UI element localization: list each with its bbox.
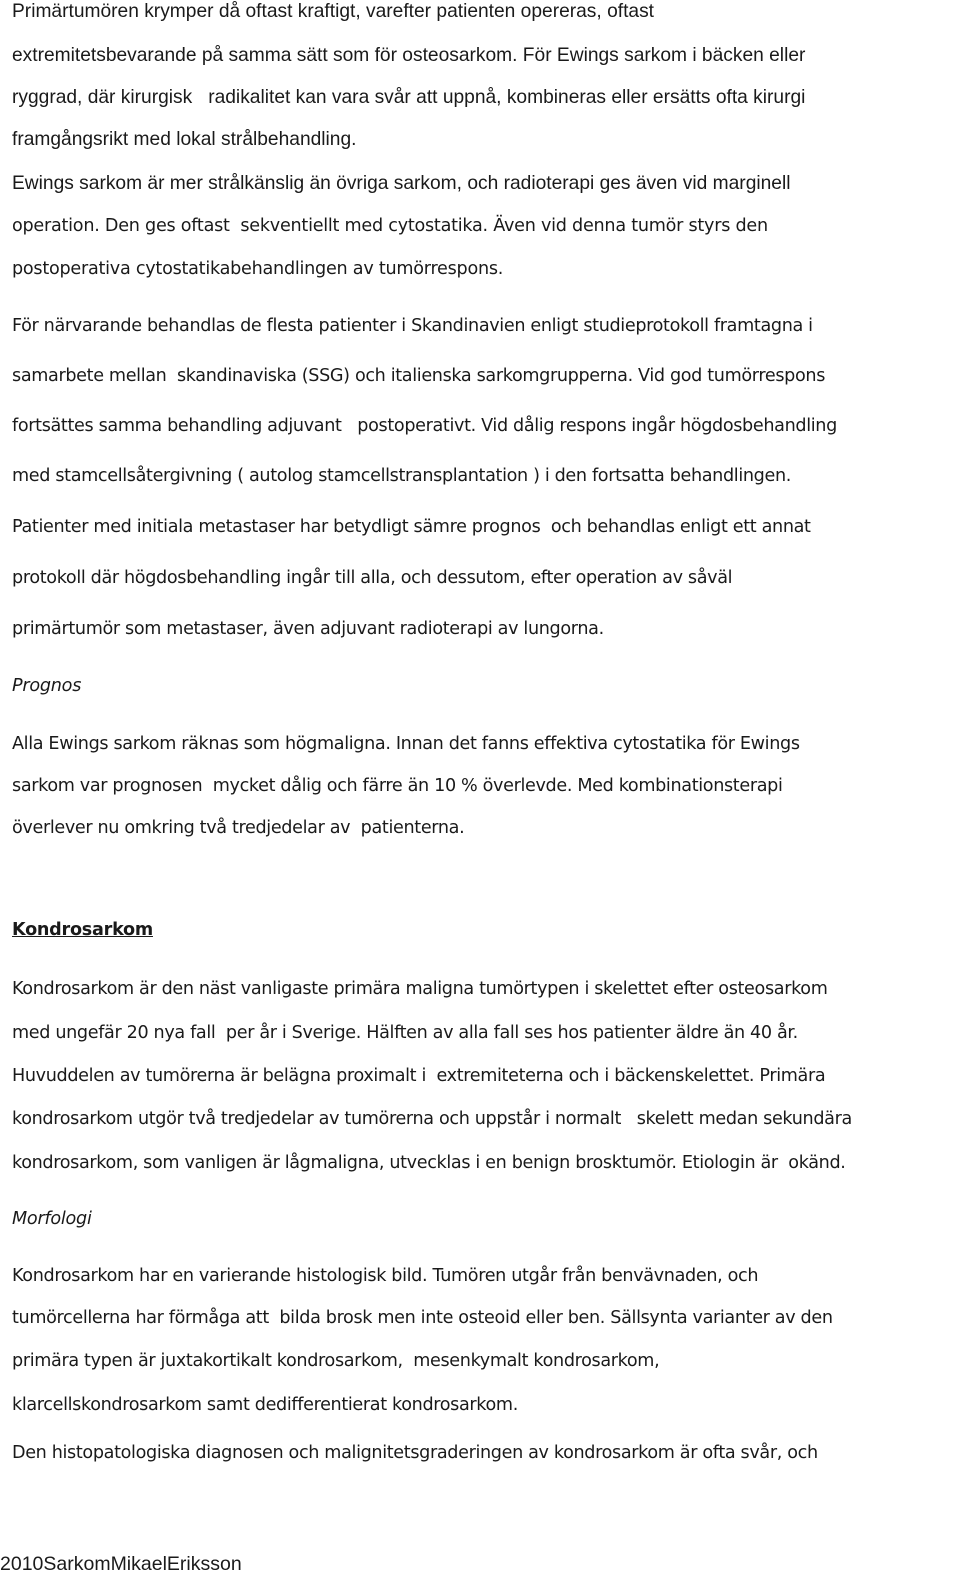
text-line: tumörcellerna har förmåga att bilda brosk men inte osteoid eller ben. Sällsynta varianter av den [12, 1308, 833, 1328]
text-line: klarcellskondrosarkom samt dedifferentierat kondrosarkom. [12, 1395, 518, 1415]
text-line: Ewings sarkom är mer strålkänslig än övriga sarkom, och radioterapi ges även vid marginell [12, 173, 791, 194]
text-line: med ungefär 20 nya fall per år i Sverige. Hälften av alla fall ses hos patienter äldre än 40 år. [12, 1023, 798, 1043]
text-line: primärtumör som metastaser, även adjuvant radioterapi av lungorna. [12, 619, 604, 639]
text-line: För närvarande behandlas de flesta patienter i Skandinavien enligt studieprotokoll framtagna i [12, 316, 813, 336]
text-line: Den histopatologiska diagnosen och malignitetsgraderingen av kondrosarkom är ofta svår, och [12, 1443, 818, 1463]
text-line: protokoll där högdosbehandling ingår till alla, och dessutom, efter operation av såväl [12, 568, 733, 588]
text-line: överlever nu omkring två tredjedelar av patienterna. [12, 818, 465, 838]
page-footer: 2010SarkomMikaelEriksson [0, 1553, 242, 1575]
text-line: postoperativa cytostatikabehandlingen av tumörrespons. [12, 259, 504, 279]
section-heading-prognos: Prognos [12, 676, 82, 696]
text-line: Huvuddelen av tumörerna är belägna proximalt i extremiteterna och i bäckenskelettet. Primära [12, 1066, 826, 1086]
section-heading-kondrosarkom: Kondrosarkom [12, 920, 153, 940]
section-heading-morfologi: Morfologi [12, 1209, 92, 1229]
text-line: med stamcellsåtergivning ( autolog stamcellstransplantation ) i den fortsatta behandlingen. [12, 466, 792, 486]
text-line: Primärtumören krymper då oftast kraftigt, varefter patienten opereras, oftast [12, 1, 654, 22]
text-line: Alla Ewings sarkom räknas som högmaligna. Innan det fanns effektiva cytostatika för Ewings [12, 734, 800, 754]
text-line: Kondrosarkom har en varierande histologisk bild. Tumören utgår från benvävnaden, och [12, 1266, 759, 1286]
text-line: extremitetsbevarande på samma sätt som för osteosarkom. För Ewings sarkom i bäcken eller [12, 45, 806, 66]
text-line: kondrosarkom, som vanligen är lågmaligna, utvecklas i en benign brosktumör. Etiologin är okänd. [12, 1153, 846, 1173]
text-line: sarkom var prognosen mycket dålig och färre än 10 % överlevde. Med kombinationsterapi [12, 776, 783, 796]
text-line: samarbete mellan skandinaviska (SSG) och italienska sarkomgrupperna. Vid god tumörrespons [12, 366, 826, 386]
text-line: Patienter med initiala metastaser har betydligt sämre prognos och behandlas enligt ett annat [12, 517, 811, 537]
text-line: ryggrad, där kirurgisk radikalitet kan vara svår att uppnå, kombineras eller ersätts ofta kirurgi [12, 87, 806, 108]
text-line: fortsättes samma behandling adjuvant postoperativt. Vid dålig respons ingår högdosbehandling [12, 416, 837, 436]
text-line: Kondrosarkom är den näst vanligaste primära maligna tumörtypen i skelettet efter osteosarkom [12, 979, 828, 999]
text-line: operation. Den ges oftast sekventiellt med cytostatika. Även vid denna tumör styrs den [12, 216, 768, 236]
text-line: kondrosarkom utgör två tredjedelar av tumörerna och uppstår i normalt skelett medan sekundära [12, 1109, 852, 1129]
text-line: framgångsrikt med lokal strålbehandling. [12, 129, 357, 150]
text-line: primära typen är juxtakortikalt kondrosarkom, mesenkymalt kondrosarkom, [12, 1351, 660, 1371]
